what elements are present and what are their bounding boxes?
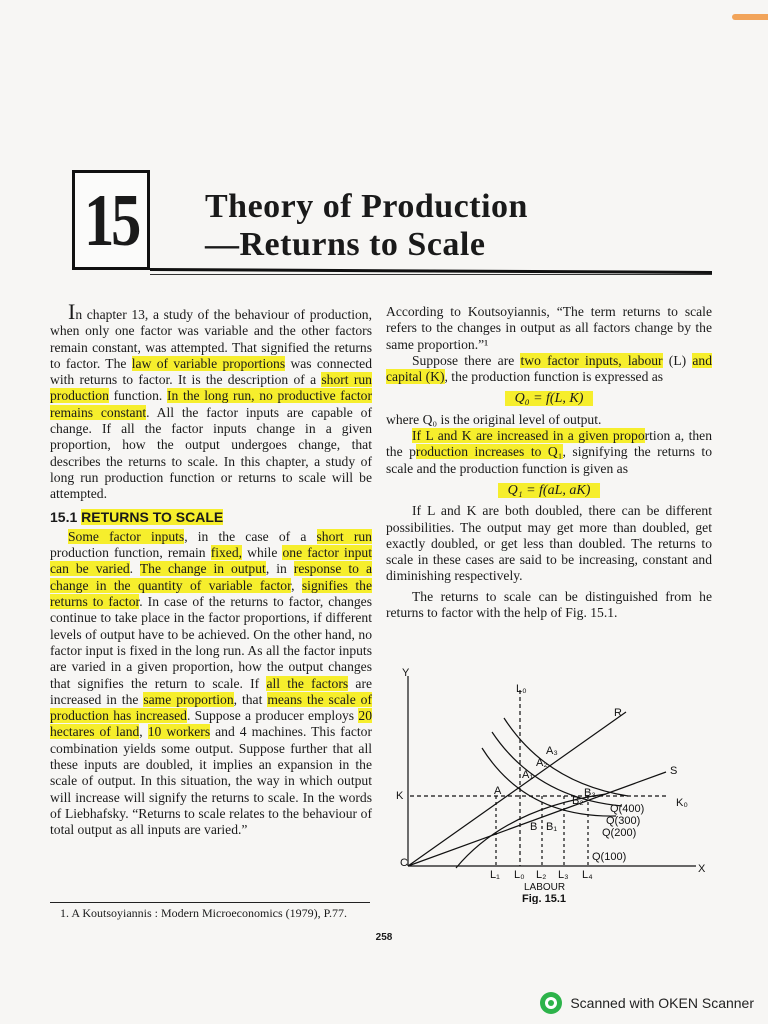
point-a: A: [494, 785, 502, 797]
isoquant-q200: [482, 748, 616, 816]
x-axis-label: X: [698, 863, 706, 875]
figure-caption: Fig. 15.1: [522, 893, 567, 904]
label-q300: Q(300): [606, 815, 641, 827]
scanner-watermark: [540, 992, 754, 1014]
equation-q1: Q₁ = f(aL, aK): [386, 483, 712, 499]
labour-axis-title: LABOUR: [524, 882, 566, 893]
s-label: S: [670, 765, 678, 777]
origin-label: C: [400, 857, 408, 869]
k-label: K: [396, 790, 404, 802]
doubling-paragraph: If L and K are both doubled, there can be different possibilities. The output may get more than doubled, get exactly doubled, or get less than doubled. The returns to scale in these cases are said to be increasing, constant and diminishing respectively.: [386, 503, 712, 584]
scanner-text: Scanned with OKEN Scanner: [570, 995, 754, 1011]
left-column: [50, 299, 373, 839]
section-paragraph: Some factor inputs, in the case of a short run production function, remain fixed, while one factor input can be varied. The change in output, in response to a change in the quantity of variable factor, signifies the returns to factor. In case of the returns to factor, changes continue to take place in the factor proportions, if different levels of output have to be achieved. On the other hand, no factor input is fixed in the long run. As all the factor inputs are varied in a given proportion, how the output changes that signifies the return to scale. If all the factors are increased in the same proportion, that means the scale of production has increased. Suppose a producer employs 20 hectares of land, 10 workers and 4 machines. This factor combination yields some output. Suppose further that all these inputs are doubled, it implies an expansion in the scale of output. In this situation, the way in which output will increase will signify the returns to scale. In the words of Liebhafsky. “Returns to scale relates to the behaviour of total output as all inputs are varied.”: [50, 528, 373, 838]
footnote: 1. A Koutsoyiannis : Modern Microeconomics (1979), P.77.: [60, 906, 347, 920]
point-a1: A₁: [522, 769, 534, 781]
tick-l4: L₄: [582, 869, 593, 881]
footnote-rule: [50, 902, 370, 903]
intro-paragraph: In chapter 13, a study of the behaviour of production, when only one factor was variable and the other factors remain constant, was attempted. That signified the returns to factor. The law of variable proportions was connected with returns to factor. It is the description of a short run production function. In the long run, no productive factor remains constant. All the factor inputs are capable of change. If all the factor inputs change in a given proportion, how the output undergoes change, that describes the returns to scale. In this chapter, a study of long run production function or returns to scale will be attempted.: [50, 299, 372, 502]
chapter-number-box: [72, 170, 150, 270]
label-q400: Q(400): [610, 803, 645, 815]
q0-definition: where Q₀ is the original level of output.: [386, 411, 602, 427]
tick-l3: L₃: [558, 869, 569, 881]
k0-label: K₀: [676, 797, 688, 809]
equation-q0: Q₀ = f(L, K): [386, 391, 712, 407]
title-rule-thin: [150, 274, 712, 275]
chapter-number: 15: [83, 180, 139, 262]
point-a2: A₂: [536, 757, 548, 769]
point-b: B: [530, 821, 538, 833]
oken-logo-icon: [540, 992, 562, 1014]
point-a3: A₃: [546, 745, 558, 757]
proportion-paragraph: If L and K are increased in a given proportion a, then the production increases to Q₁, signifying the returns to scale and the production function is given as: [386, 428, 712, 476]
point-b2: B₂: [572, 795, 584, 807]
label-q100: Q(100): [592, 851, 627, 863]
tick-l0: L₀: [514, 869, 525, 881]
l0-top-label: L₀: [516, 683, 527, 695]
section-heading: 15.1 RETURNS TO SCALE: [50, 508, 224, 525]
figure-reference-paragraph: The returns to scale can be distinguished from he returns to factor with the help of Fig. 15.1.: [386, 588, 712, 621]
isoquant-q400: [504, 718, 628, 796]
page-number: 258: [375, 932, 393, 943]
factor-inputs-paragraph: Suppose there are two factor inputs, labour (L) and capital (K), the production function is expressed as: [386, 352, 713, 385]
point-b1: B₁: [546, 821, 558, 833]
y-axis-label: Y: [402, 668, 410, 679]
drop-cap: I: [68, 299, 76, 324]
chapter-title-line1: Theory of Production: [205, 188, 528, 225]
figure-15-1: [396, 668, 716, 904]
point-b3: B₃: [584, 787, 596, 799]
r-label: R: [614, 707, 622, 719]
corner-tab: [732, 14, 768, 20]
right-column: [386, 304, 712, 621]
label-q200: Q(200): [602, 827, 637, 839]
tick-l1: L₁: [490, 869, 500, 881]
koutsoyiannis-quote: According to Koutsoyiannis, “The term returns to scale refers to the changes in output as all factors change by the same proportion.”¹: [386, 304, 712, 352]
tick-l2: L₂: [536, 869, 547, 881]
chapter-title-line2: —Returns to Scale: [205, 226, 486, 263]
